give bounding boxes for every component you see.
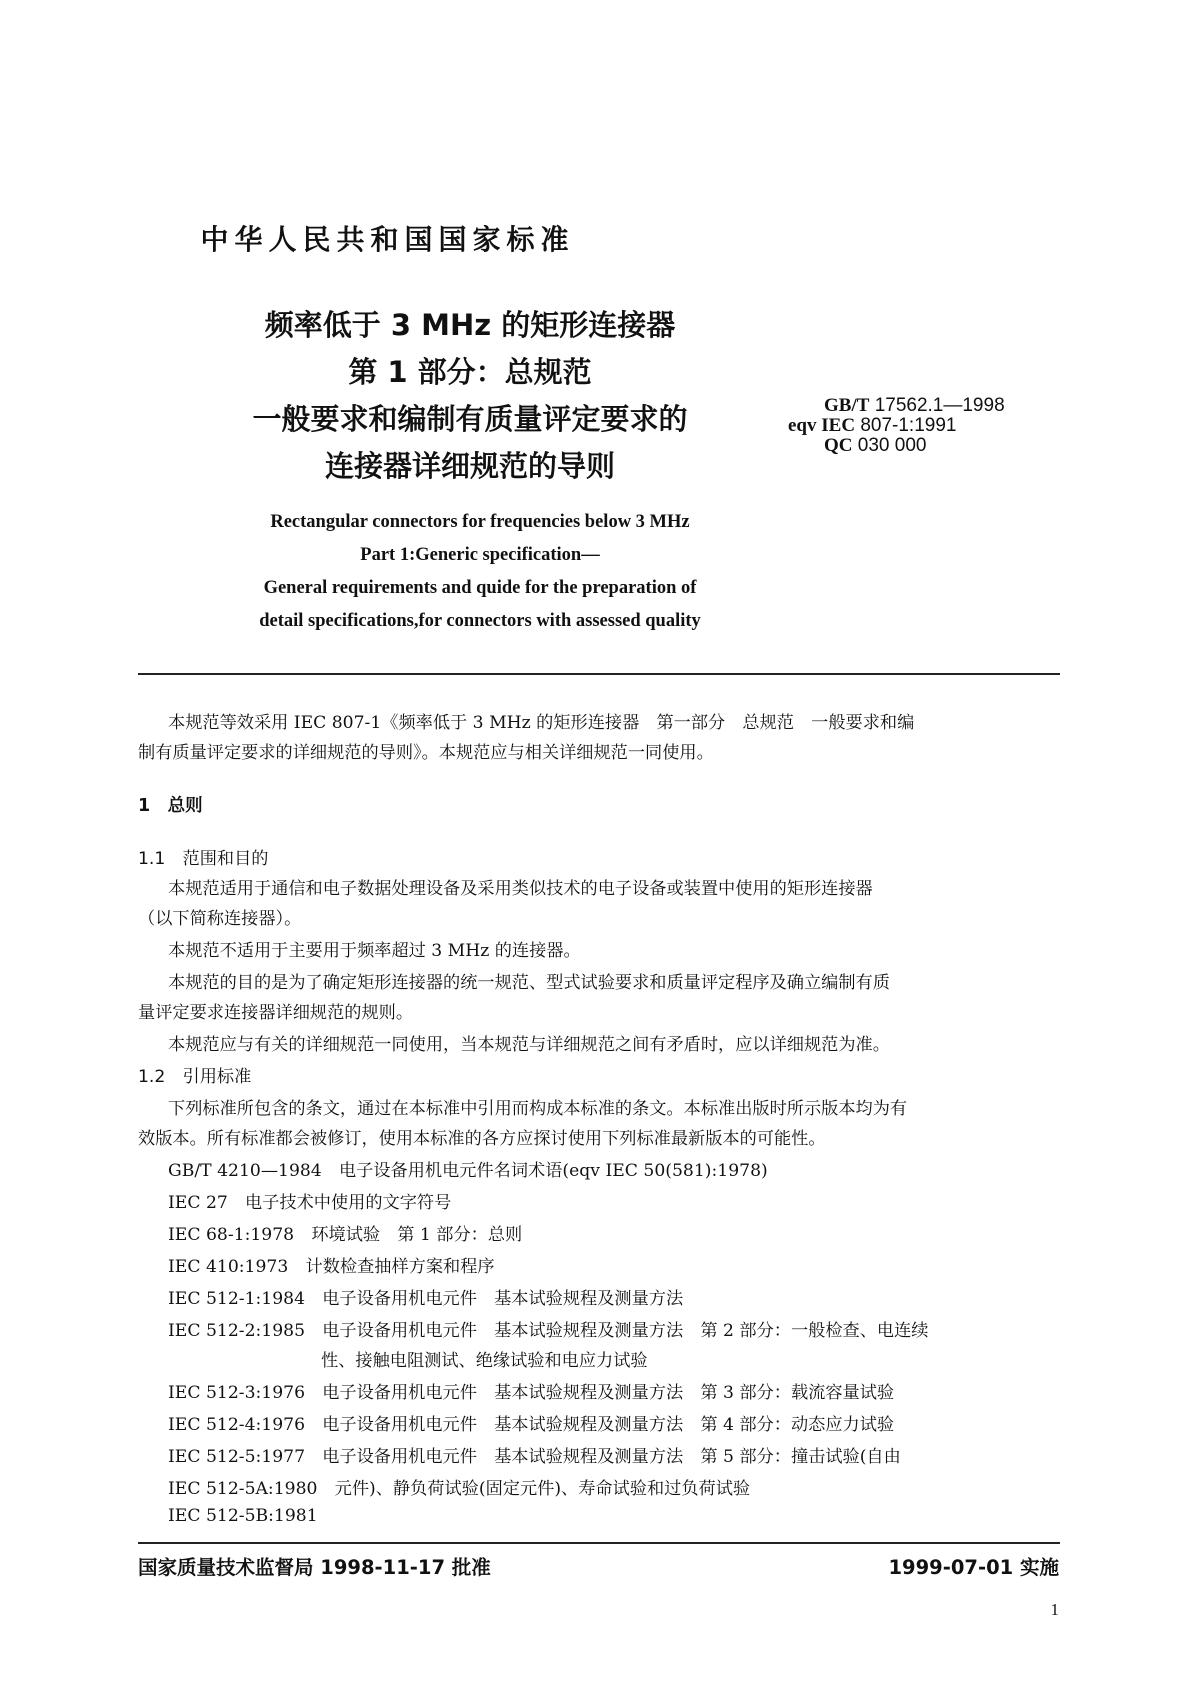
reference-code: IEC 410:1973 <box>168 1257 289 1277</box>
intro-line-2: 制有质量评定要求的详细规范的导则》。本规范应与相关详细规范一同使用。 <box>138 743 714 763</box>
s11-p1-line-1: 本规范适用于通信和电子数据处理设备及采用类似技术的电子设备或装置中使用的矩形连接器 <box>168 879 873 899</box>
reference-item <box>168 1284 683 1309</box>
chinese-title-line-4: 连接器详细规范的导则 <box>324 449 615 483</box>
english-title-line-3: General requirements and quide for the preparation of <box>263 578 697 598</box>
reference-code: IEC 512-5A:1980 <box>168 1479 318 1499</box>
reference-title: 电子设备用机电元件 基本试验规程及测量方法 第 2 部分：一般检查、电连续 <box>322 1321 929 1341</box>
qc-standard-number <box>788 436 1038 456</box>
implementation-date: 1999-07-01 实施 <box>888 1556 1059 1579</box>
s11-p3-line-1: 本规范的目的是为了确定矩形连接器的统一规范、型式试验要求和质量评定程序及确立编制有质 <box>168 973 890 993</box>
reference-title: 电子技术中使用的文字符号 <box>245 1193 452 1213</box>
reference-item <box>168 1378 894 1403</box>
reference-code: IEC 512-1:1984 <box>168 1289 306 1309</box>
section-1-1-heading: 1.1 范围和目的 <box>138 849 269 869</box>
reference-title: 电子设备用机电元件 基本试验规程及测量方法 <box>322 1289 684 1309</box>
eqv-prefix: eqv IEC <box>788 415 856 436</box>
eqv-number: 807-1:1991 <box>860 415 957 436</box>
reference-item <box>168 1474 750 1499</box>
gb-prefix: GB/T <box>824 395 870 416</box>
reference-item <box>168 1506 318 1526</box>
reference-title: 电子设备用机电元件 基本试验规程及测量方法 第 3 部分：载流容量试验 <box>322 1383 895 1403</box>
s12-p1-line-2: 效版本。所有标准都会被修订，使用本标准的各方应探讨使用下列标准最新版本的可能性。 <box>138 1129 826 1149</box>
qc-prefix: QC <box>824 435 853 456</box>
reference-item <box>168 1442 901 1467</box>
approval-date: 国家质量技术监督局 1998-11-17 批准 <box>138 1556 491 1579</box>
s11-p1-line-2: （以下简称连接器）。 <box>138 909 302 929</box>
s11-p3-line-2: 量评定要求连接器详细规范的规则。 <box>138 1003 414 1023</box>
reference-code: IEC 512-4:1976 <box>168 1415 306 1435</box>
chinese-title-line-1: 频率低于 3 MHz 的矩形连接器 <box>264 308 676 342</box>
intro-line-1: 本规范等效采用 IEC 807-1《频率低于 3 MHz 的矩形连接器 第一部分 总规范 一般要求和编 <box>168 713 915 733</box>
english-title-line-1: Rectangular connectors for frequencies below 3 MHz <box>270 512 690 532</box>
reference-code: IEC 512-5B:1981 <box>168 1506 318 1526</box>
english-title <box>200 506 760 638</box>
page-number: 1 <box>1050 1600 1059 1619</box>
standard-number-block <box>788 396 1038 456</box>
section-1-2-heading: 1.2 引用标准 <box>138 1067 252 1087</box>
chinese-title-line-2: 第 1 部分：总规范 <box>348 355 592 389</box>
qc-number: 030 000 <box>857 435 927 456</box>
reference-item <box>168 1316 928 1341</box>
chinese-title <box>210 302 730 490</box>
footer-divider <box>138 1542 1060 1544</box>
english-title-line-4: detail specifications,for connectors with assessed quality <box>259 611 701 631</box>
reference-item <box>168 1252 495 1277</box>
reference-code: IEC 27 <box>168 1193 228 1213</box>
reference-code: IEC 512-2:1985 <box>168 1321 306 1341</box>
reference-title: 电子设备用机电元件 基本试验规程及测量方法 第 5 部分：撞击试验(自由 <box>322 1447 901 1467</box>
reference-item <box>168 1156 768 1181</box>
reference-title: 计数检查抽样方案和程序 <box>305 1257 495 1277</box>
english-title-line-2: Part 1:Generic specification— <box>360 545 600 565</box>
national-standard-heading: 中华人民共和国国家标准 <box>200 223 575 256</box>
s12-p1-line-1: 下列标准所包含的条文，通过在本标准中引用而构成本标准的条文。本标准出版时所示版本均为有 <box>168 1099 908 1119</box>
gb-number: 17562.1—1998 <box>874 395 1005 416</box>
reference-item <box>168 1220 522 1245</box>
reference-title: 电子设备用机电元件名词术语(eqv IEC 50(581):1978) <box>338 1161 768 1181</box>
reference-title-continued: 性、接触电阻测试、绝缘试验和电应力试验 <box>321 1351 648 1371</box>
reference-code: IEC 512-3:1976 <box>168 1383 306 1403</box>
reference-title: 环境试验 第 1 部分：总则 <box>311 1225 523 1245</box>
gb-standard-number <box>788 396 1038 416</box>
eqv-standard-number <box>788 416 1038 436</box>
header-divider <box>138 673 1060 675</box>
reference-title: 电子设备用机电元件 基本试验规程及测量方法 第 4 部分：动态应力试验 <box>322 1415 895 1435</box>
reference-code: IEC 68-1:1978 <box>168 1225 295 1245</box>
reference-title: 元件)、静负荷试验(固定元件)、寿命试验和过负荷试验 <box>334 1479 751 1499</box>
s11-p2: 本规范不适用于主要用于频率超过 3 MHz 的连接器。 <box>168 941 581 961</box>
reference-code: IEC 512-5:1977 <box>168 1447 306 1467</box>
s11-p4: 本规范应与有关的详细规范一同使用，当本规范与详细规范之间有矛盾时，应以详细规范为准。 <box>168 1035 890 1055</box>
reference-item <box>168 1188 451 1213</box>
reference-code: GB/T 4210—1984 <box>168 1161 322 1181</box>
chinese-title-line-3: 一般要求和编制有质量评定要求的 <box>252 402 688 436</box>
section-1-heading: 1 总则 <box>138 796 203 816</box>
reference-item <box>168 1410 894 1435</box>
